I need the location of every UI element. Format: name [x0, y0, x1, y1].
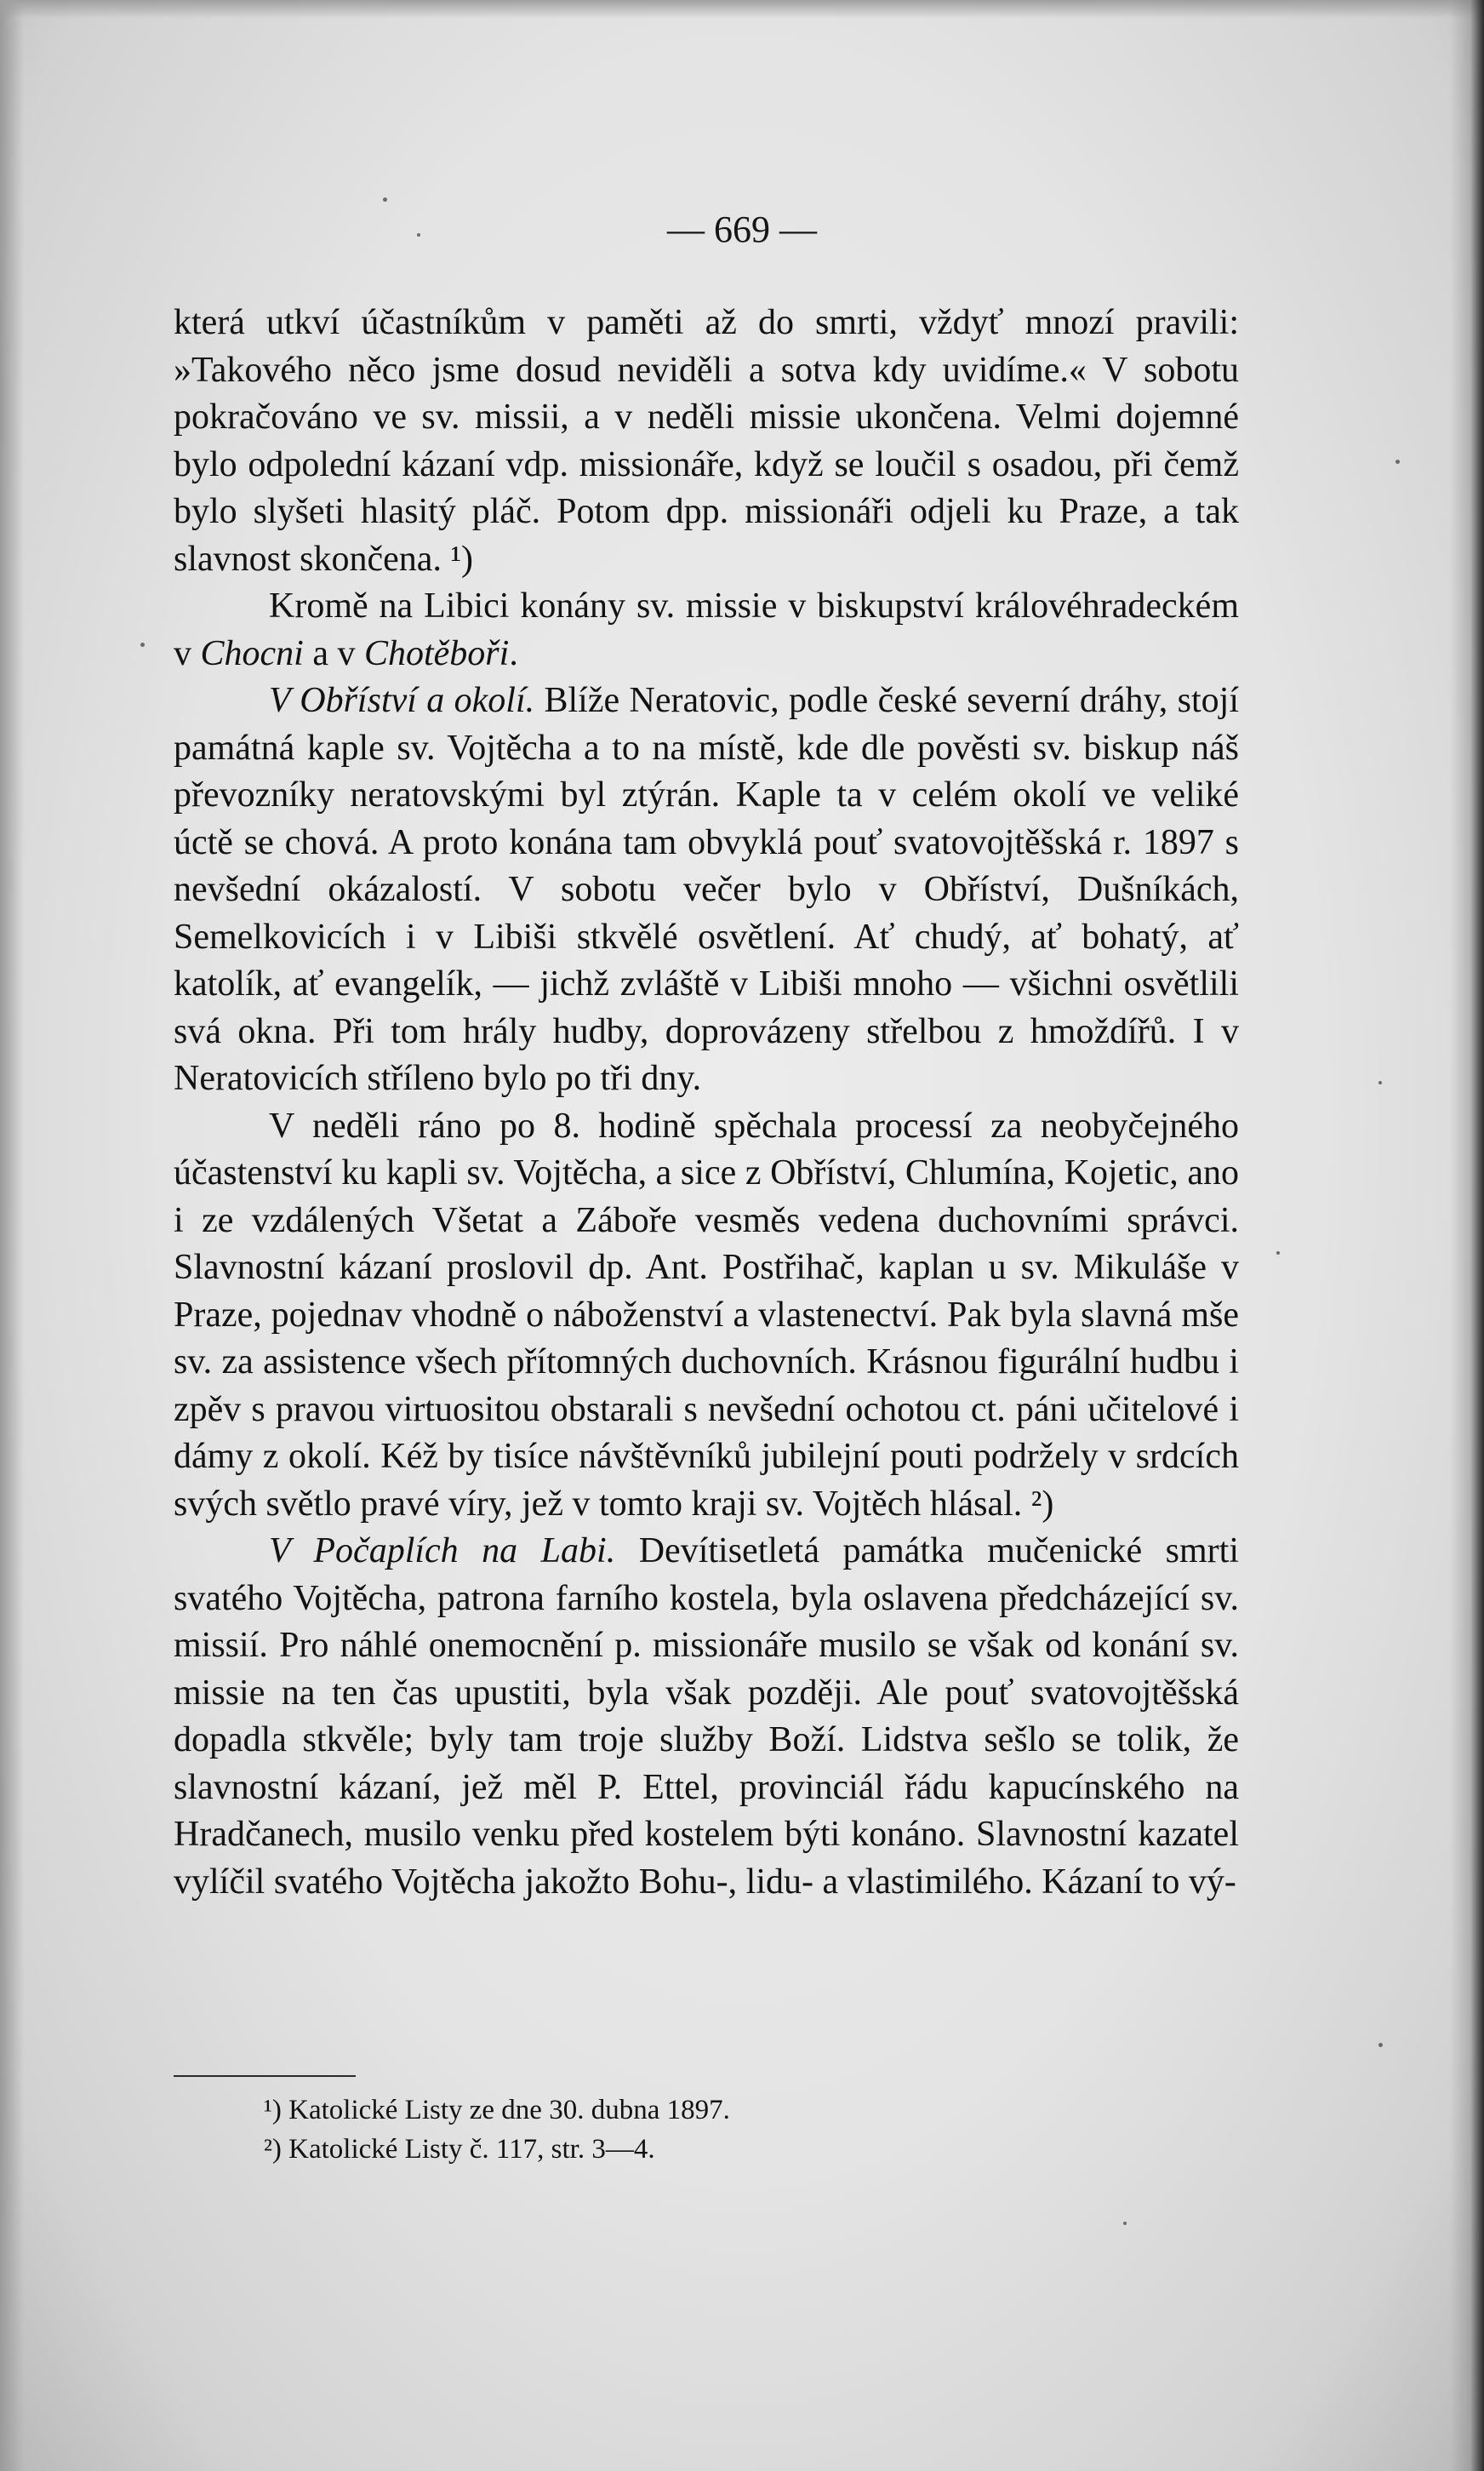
paragraph-3	[174, 678, 1239, 1103]
footnote-2: ²) Katolické Listy č. 117, str. 3—4.	[264, 2134, 655, 2165]
left-edge-shadow	[0, 0, 24, 2471]
footnote-divider	[174, 2075, 356, 2077]
paragraph-5	[174, 1528, 1239, 1906]
paragraph-1: která utkví účastníkům v paměti až do smrti, vždyť mnozí pravili: »Takového něco jsme dosud neviděli a sotva kdy uvidíme.« V sobotu pokračováno ve sv. missii, a v neděli missie ukončena. Velmi dojemné bylo odpolední kázaní vdp. missionáře, když se loučil s osadou, při čemž bylo slyšeti hlasitý pláč. Potom dpp. missionáři odjeli ku Praze, a tak slavnost skončena. ¹)	[174, 303, 1239, 579]
paragraph-2	[174, 583, 1239, 678]
paragraph-4: V neděli ráno po 8. hodině spěchala processí za neobyčejného účastenství ku kapli sv. Vojtěcha, a sice z Obříství, Chlumína, Kojetic, ano i ze vzdálených Všetat a Záboře vesměs vedena duchovními správci. Slavnostní kázaní proslovil dp. Ant. Postřihač, kaplan u sv. Mikuláše v Praze, pojednav vhodně o náboženství a vlastenectví. Pak byla slavná mše sv. za assistence všech přítomných duchovních. Krásnou figurální hudbu i zpěv s pravou virtuositou obstarali s nevšední ochotou ct. páni učitelové i dámy z okolí. Kéž by tisíce návštěvníků jubilejní pouti podržely v srdcích svých světlo pravé víry, jež v tomto kraji sv. Vojtěch hlásal. ²)	[174, 1106, 1239, 1524]
place-name-chocen: Chocni	[200, 633, 304, 673]
place-name-chotebor: Chotěboři	[363, 633, 510, 673]
scan-speck	[1378, 1081, 1382, 1084]
footnote-1: ¹) Katolické Listy ze dne 30. dubna 1897.	[264, 2095, 730, 2125]
paragraph-5-text: Devítisetletá památka mučenické smrti svatého Vojtěcha, patrona farního kostela, byla oslavena předcházející sv. missií. Pro náhlé onemocnění p. missionáře musilo se však od konání sv. missie na ten čas upustiti, byla však později. Ale pouť svatovojtěšská dopadla stkvěle; byly tam troje služby Boží. Lidstva sešlo se tolik, že slavnostní kázaní, jež měl P. Ettel, provinciál řádu kapucínského na Hradčanech, musilo venku před kostelem býti konáno. Slavnostní kazatel vylíčil svatého Vojtěcha jakožto Bohu-, lidu- a vlastimilého. Kázaní to vý-	[174, 1531, 1239, 1902]
scan-speck	[140, 643, 145, 647]
scan-speck	[1378, 2043, 1383, 2047]
section-heading-obristvi: V Obříství a okolí.	[269, 681, 535, 720]
scan-speck	[1276, 1251, 1280, 1255]
footnotes	[264, 2091, 1115, 2169]
right-edge-shadow	[1450, 0, 1484, 2471]
body-text	[174, 300, 1239, 1906]
paragraph-2-text-start: Kromě na Libici konány sv. missie v biskupství královéhradeckém v	[174, 586, 1239, 673]
paragraph-2-text-end: .	[509, 633, 518, 673]
scan-speck	[1123, 2222, 1127, 2225]
page-number: — 669 —	[667, 209, 817, 250]
scan-speck	[383, 197, 387, 202]
scan-speck	[1396, 460, 1400, 464]
paragraph-2-text-mid: a v	[303, 633, 364, 673]
paragraph-3-text: Blíže Neratovic, podle české severní dráhy, stojí památná kaple sv. Vojtěcha a to na místě, kde dle pověsti sv. biskup náš převozníky neratovskými byl ztýrán. Kaple ta v celém okolí ve veliké úctě se chová. A proto konána tam obvyklá pouť svatovojtěšská r. 1897 s nevšední okázalostí. V sobotu večer bylo v Obříství, Dušníkách, Semelkovicích i v Libiši stkvělé osvětlení. Ať chudý, ať bohatý, ať katolík, ať evangelík, — jichž zvláště v Libiši mnoho — všichni osvětlili svá okna. Při tom hrály hudby, doprovázeny střelbou z hmoždířů. I v Neratovicích stříleno bylo po tři dny.	[174, 681, 1239, 1098]
top-edge-shadow	[0, 0, 1484, 19]
section-heading-pocaply: V Počaplích na Labi.	[269, 1531, 616, 1570]
